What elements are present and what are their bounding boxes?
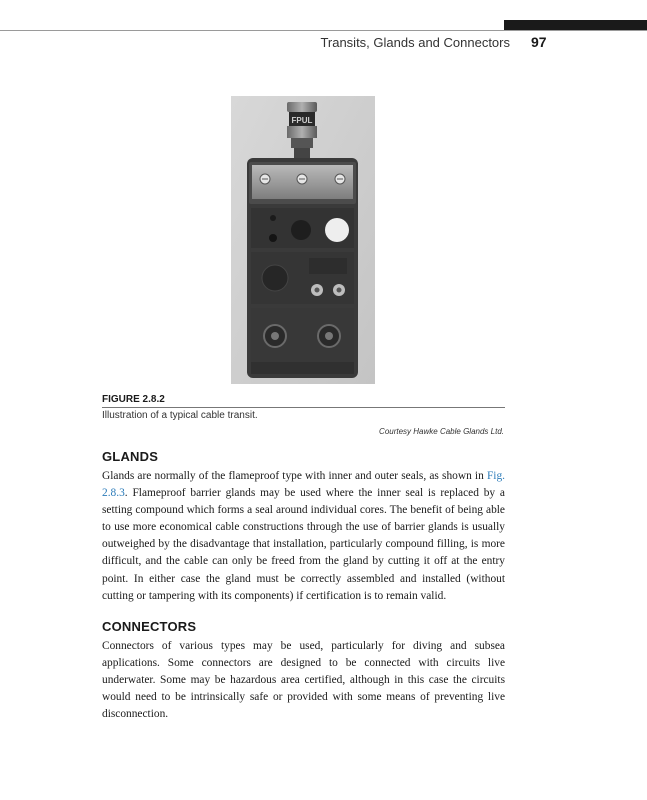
glands-text-start: Glands are normally of the flameproof type with inner and outer seals, as shown in [102, 470, 487, 482]
connectors-paragraph: Connectors of various types may be used, particularly for diving and subsea applications. Some connectors are designed to be connected with circuits live underwater. Some may be hazardous area certified, although in this case the circuits would need to be intrinsically safe or provided with some means of preventing live disconnection. [102, 640, 505, 721]
transit-block-row [251, 308, 354, 374]
transit-block-row [251, 252, 354, 304]
section-heading-glands: GLANDS [102, 449, 159, 464]
figure-credit: Courtesy Hawke Cable Glands Ltd. [379, 427, 504, 436]
page-number: 97 [531, 34, 547, 50]
figure-rule [102, 407, 505, 408]
figure-reference-link[interactable]: Fig. 2.8.3 [102, 470, 505, 500]
figure-label: FIGURE 2.8.2 [102, 394, 165, 405]
cable-transit-photo [231, 96, 375, 384]
section-heading-connectors: CONNECTORS [102, 619, 197, 634]
running-title: Transits, Glands and Connectors [320, 35, 510, 50]
figure-caption: Illustration of a typical cable transit. [102, 410, 258, 421]
glands-text-rest: . Flameproof barrier glands may be used where the inner seal is replaced by a setting compound which forms a seal around individual cores. The benefit of being able to use more economical cable constructions through the use of barrier glands is usually outweighed by the disadvantage that installation, particularly compound filling, is more difficult, and the cable can only be freed from the gland by cutting it off at the entry point. In either case the gland must be correctly assembled and installed (without cutting or tampering with its components) if certification is to remain valid. [102, 487, 505, 602]
glands-paragraph [102, 468, 505, 605]
transit-block-row [251, 208, 354, 248]
header-rule [0, 30, 647, 31]
compression-plate [249, 162, 356, 204]
svg-text:FPUL: FPUL [291, 116, 313, 125]
